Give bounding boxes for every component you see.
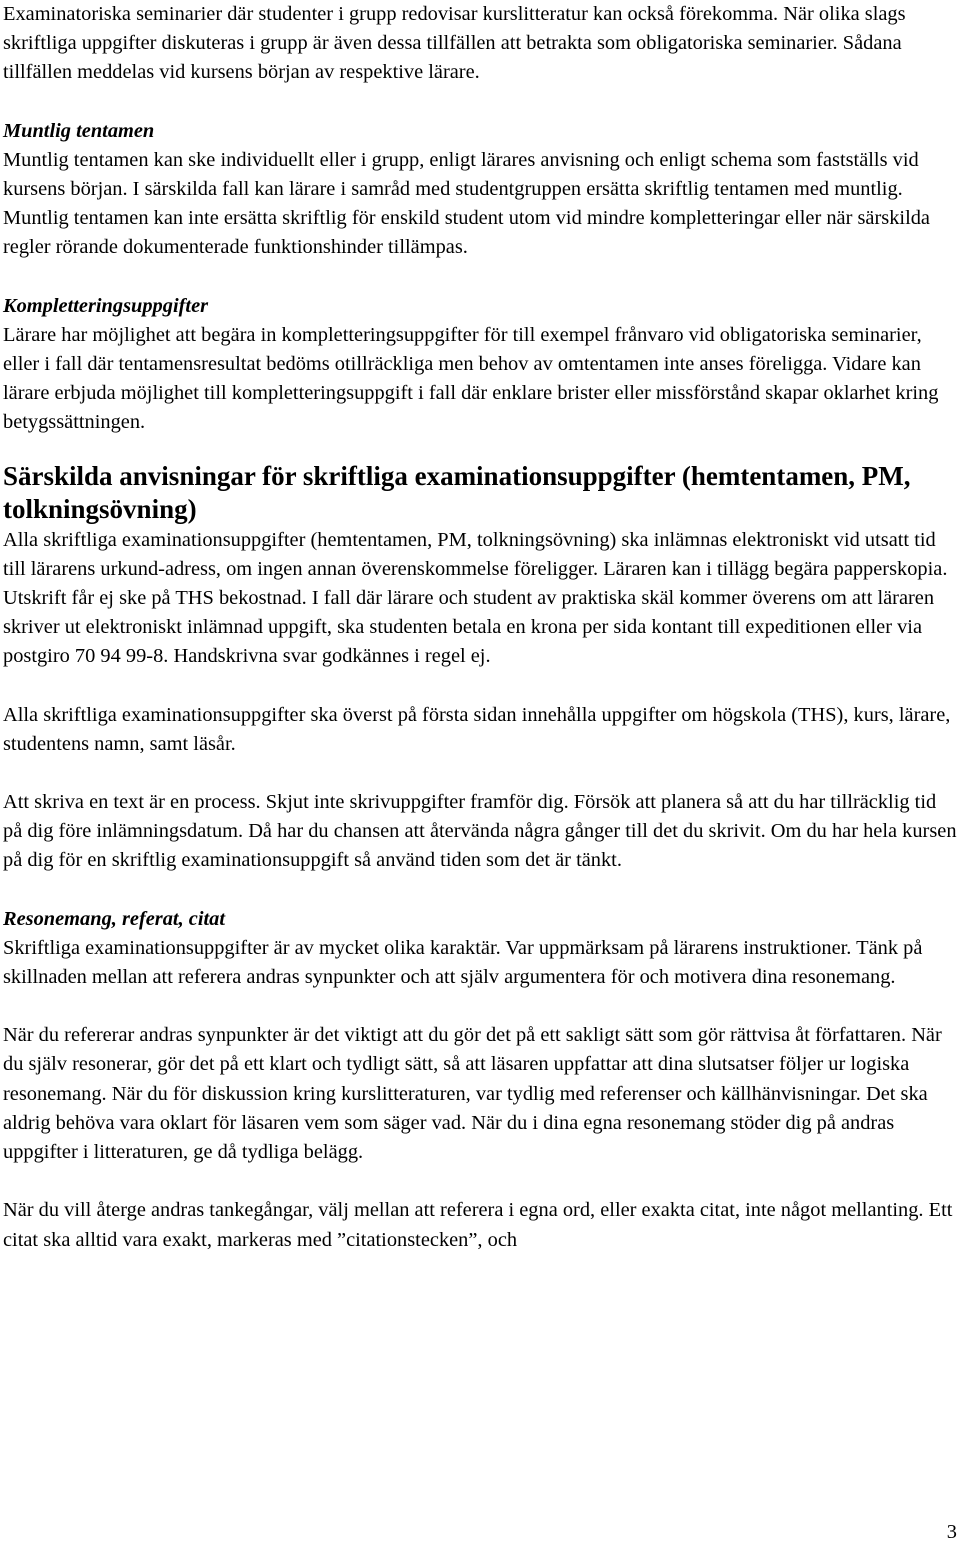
forsta-sidan-paragraph: Alla skriftliga examinationsuppgifter ska överst på första sidan innehålla uppgifter om högskola (THS), kurs, lärare, studentens namn, samt läsår. xyxy=(3,703,951,755)
muntlig-tentamen-paragraph: Muntlig tentamen kan ske individuellt eller i grupp, enligt lärares anvisning och enligt schema som fastställs vid kursens början. I särskilda fall kan lärare i samråd med studentgruppen ersätta skriftlig tentamen med muntlig. Muntlig tentamen kan inte ersätta skriftlig för enskild student utom vid mindre kompletteringar eller när särskilda regler rörande dokumenterade funktionshinder tillämpas. xyxy=(3,148,930,259)
inlamning-paragraph: Alla skriftliga examinationsuppgifter (hemtentamen, PM, tolkningsövning) ska inlämnas elektroniskt vid utsatt tid till lärarens urkund-adress, om ingen annan överenskommelse föreligger. Läraren kan i tillägg begära papperskopia. Utskrift får ej ske på THS bekostnad. I fall där lärare och student av praktiska skäl kommer överens om att läraren skriver ut elektroniskt inlämnad uppgift, ska studenten betala en krona per sida kontant till expeditionen eller via postgiro 70 94 99-8. Handskrivna svar godkännes i regel ej. xyxy=(3,528,948,668)
process-paragraph: Att skriva en text är en process. Skjut inte skrivuppgifter framför dig. Försök att planera så att du har tillräcklig tid på dig före inlämningsdatum. Då har du chansen att återvända några gånger till det du skrivit. Om du har hela kursen på dig för en skriftlig examinationsuppgift så använd tiden som det är tänkt. xyxy=(3,791,957,872)
citat-paragraph: När du vill återge andras tankegångar, välj mellan att referera i egna ord, eller exakta citat, inte något mellanting. Ett citat ska alltid vara exakt, markeras med ”citationstecken”, och xyxy=(3,1199,953,1251)
karaktar-paragraph: Skriftliga examinationsuppgifter är av mycket olika karaktär. Var uppmärksam på lärarens instruktioner. Tänk på skillnaden mellan att referera andras synpunkter och att själv argumentera för och motivera dina resonemang. xyxy=(3,936,923,989)
section-heading: Särskilda anvisningar för skriftliga examinationsuppgifter (hemtentamen, PM, tolkningsövning) xyxy=(3,460,911,524)
kompletteringsuppgifter-heading: Kompletteringsuppgifter xyxy=(3,294,209,317)
page-number: 3 xyxy=(946,1521,957,1543)
document-page xyxy=(3,0,959,1255)
kompletteringsuppgifter-paragraph: Lärare har möjlighet att begära in kompletteringsuppgifter för till exempel frånvaro vid obligatoriska seminarier, eller i fall där tentamensresultat bedöms otillräckliga men behov av omtentamen inte anses föreligga. Vidare kan lärare erbjuda möjlighet till kompletteringsuppgift i fall där enklare brister eller missförstånd skapar oklarhet kring betygssättningen. xyxy=(3,323,939,434)
intro-paragraph: Examinatoriska seminarier där studenter i grupp redovisar kurslitteratur kan också förekomma. När olika slags skriftliga uppgifter diskuteras i grupp är även dessa tillfällen att betrakta som obligatoriska seminarier. Sådana tillfällen meddelas vid kursens början av respektive lärare. xyxy=(3,3,906,84)
resonemang-heading: Resonemang, referat, citat xyxy=(3,907,226,930)
referera-paragraph: När du refererar andras synpunkter är det viktigt att du gör det på ett sakligt sätt som gör rättvisa åt författaren. När du själv resonerar, gör det på ett klart och tydligt sätt, så att läsaren uppfattar att dina slutsatser följer ur logiska resonemang. När du för diskussion kring kurslitteraturen, var tydlig med referenser och källhänvisningar. Det ska aldrig behöva vara oklart för läsaren vem som säger vad. När du i dina egna resonemang stöder dig på andras uppgifter i litteraturen, ge då tydliga belägg. xyxy=(3,1024,942,1164)
muntlig-tentamen-heading: Muntlig tentamen xyxy=(3,119,155,142)
